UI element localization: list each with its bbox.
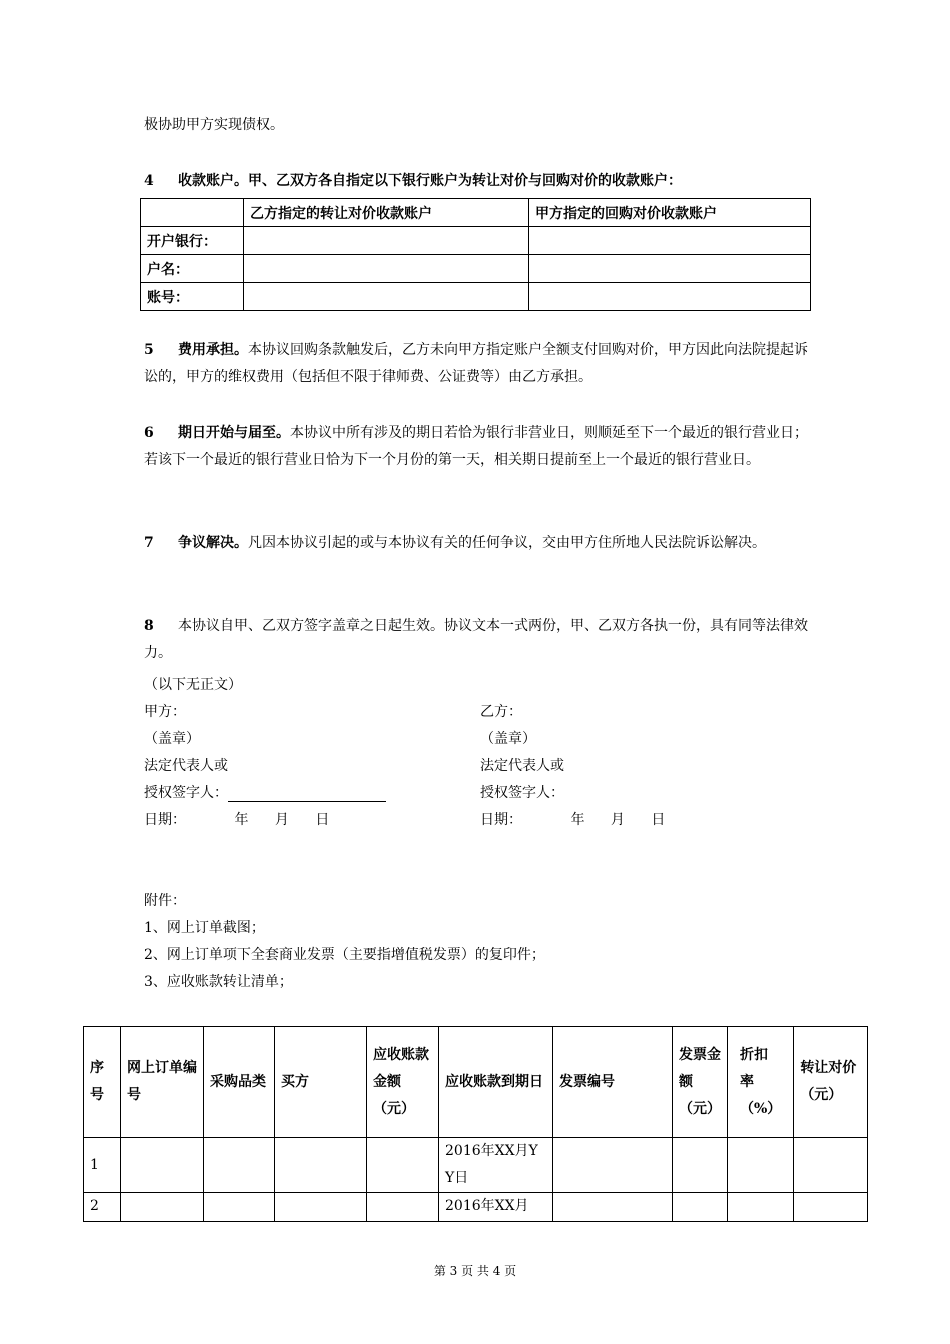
- date-year: 年: [234, 812, 249, 828]
- table-cell: [794, 1193, 868, 1222]
- clause-number: 5: [144, 342, 154, 358]
- date-month: 月: [274, 812, 289, 828]
- header-invoice-amount: 发票金额（元）: [673, 1027, 728, 1138]
- clause-5-text: 本协议回购条款触发后，乙方未向甲方指定账户全额支付回购对价，甲方因此向法院提起诉讼的，甲方的维权费用（包括但不限于律师费、公证费等）由乙方承担。: [144, 342, 808, 385]
- table-header-cell: 乙方指定的转让对价收款账户: [244, 199, 529, 227]
- table-cell: [244, 283, 529, 311]
- row-label-account-name: 户名：: [141, 255, 244, 283]
- table-cell: [121, 1138, 204, 1193]
- clause-number: 7: [144, 535, 154, 551]
- date-year: 年: [570, 812, 585, 828]
- table-cell: [244, 227, 529, 255]
- table-cell: [529, 283, 811, 311]
- row-seq: 2: [84, 1193, 121, 1222]
- party-a-date: [144, 809, 329, 829]
- clause-8-text: 本协议自甲、乙双方签字盖章之日起生效。协议文本一式两份，甲、乙双方各执一份，具有同等法律效力。: [144, 618, 808, 661]
- no-more-text: （以下无正文）: [144, 677, 242, 693]
- table-cell: [367, 1193, 439, 1222]
- table-header-cell: 甲方指定的回购对价收款账户: [529, 199, 811, 227]
- clause-4-title: 收款账户。甲、乙双方各自指定以下银行账户为转让对价与回购对价的收款账户：: [178, 173, 682, 189]
- row-due-date: 2016年XX月: [439, 1193, 553, 1222]
- account-table: [140, 198, 811, 311]
- date-day: 日: [315, 812, 330, 828]
- date-month: 月: [610, 812, 625, 828]
- party-a-rep: 法定代表人或: [144, 758, 228, 774]
- table-cell: [673, 1193, 728, 1222]
- header-category: 采购品类: [204, 1027, 275, 1138]
- party-a-signer-label: 授权签字人：: [144, 785, 228, 801]
- party-b-seal: （盖章）: [480, 731, 536, 747]
- row-due-date: 2016年XX月YY日: [439, 1138, 553, 1193]
- continuation-text: 极协助甲方实现债权。: [144, 117, 284, 133]
- party-b-date: [480, 809, 665, 829]
- table-cell: [121, 1193, 204, 1222]
- clause-7: [144, 530, 814, 557]
- row-seq: 1: [84, 1138, 121, 1193]
- row-label-account-number: 账号：: [141, 283, 244, 311]
- clause-number: 6: [144, 425, 154, 441]
- table-cell: [204, 1193, 275, 1222]
- table-cell: [244, 255, 529, 283]
- party-b-name: 乙方：: [480, 704, 522, 720]
- party-a-seal: （盖章）: [144, 731, 200, 747]
- clause-7-text: 凡因本协议引起的或与本协议有关的任何争议，交由甲方住所地人民法院诉讼解决。: [248, 535, 766, 551]
- party-b-signer: 授权签字人：: [480, 785, 564, 801]
- header-seq: 序号: [84, 1027, 121, 1138]
- party-a-signer: [144, 782, 386, 802]
- header-order-no: 网上订单编号: [121, 1027, 204, 1138]
- clause-8: [144, 613, 814, 667]
- row-label-bank: 开户银行：: [141, 227, 244, 255]
- table-row: [84, 1193, 868, 1222]
- table-cell: [794, 1138, 868, 1193]
- table-row: [141, 283, 811, 311]
- date-label: 日期：: [480, 812, 522, 828]
- clause-7-title: 争议解决。: [178, 535, 248, 551]
- table-cell: [529, 255, 811, 283]
- table-cell: [673, 1138, 728, 1193]
- attachments-title: 附件：: [144, 893, 186, 909]
- attachment-item: 1、网上订单截图；: [144, 920, 265, 936]
- table-row: [141, 199, 811, 227]
- clause-6-title: 期日开始与届至。: [178, 425, 290, 441]
- header-discount-rate: 折扣率（%）: [728, 1027, 794, 1138]
- date-day: 日: [651, 812, 666, 828]
- clause-6: [144, 420, 814, 474]
- date-label: 日期：: [144, 812, 186, 828]
- table-cell: [728, 1193, 794, 1222]
- clause-5-title: 费用承担。: [178, 342, 248, 358]
- header-invoice-no: 发票编号: [553, 1027, 673, 1138]
- table-cell: [529, 227, 811, 255]
- table-row: [141, 227, 811, 255]
- clause-number: 4: [144, 173, 154, 189]
- table-cell: [204, 1138, 275, 1193]
- table-header-row: [84, 1027, 868, 1138]
- table-cell: [275, 1193, 367, 1222]
- table-cell: [367, 1138, 439, 1193]
- header-buyer: 买方: [275, 1027, 367, 1138]
- page-footer: 第 3 页 共 4 页: [433, 1264, 517, 1278]
- table-cell: [275, 1138, 367, 1193]
- attachment-item: 3、应收账款转让清单；: [144, 974, 293, 990]
- signature-line: [228, 787, 386, 802]
- attachment-item: 2、网上订单项下全套商业发票（主要指增值税发票）的复印件；: [144, 947, 545, 963]
- table-row: [141, 255, 811, 283]
- clause-6-text: 本协议中所有涉及的期日若恰为银行非营业日，则顺延至下一个最近的银行营业日；若该下一个最近的银行营业日恰为下一个月份的第一天，相关期日提前至上一个最近的银行营业日。: [144, 425, 808, 468]
- table-row: [84, 1138, 868, 1193]
- header-due-date: 应收账款到期日: [439, 1027, 553, 1138]
- party-b-rep: 法定代表人或: [480, 758, 564, 774]
- header-transfer-price: 转让对价（元）: [794, 1027, 868, 1138]
- clause-5: [144, 337, 814, 391]
- party-a-name: 甲方：: [144, 704, 186, 720]
- clause-4: [144, 170, 682, 190]
- header-receivable-amount: 应收账款金额（元）: [367, 1027, 439, 1138]
- table-cell: [553, 1193, 673, 1222]
- table-cell: [141, 199, 244, 227]
- clause-number: 8: [144, 618, 154, 634]
- table-cell: [728, 1138, 794, 1193]
- table-cell: [553, 1138, 673, 1193]
- receivables-table: [83, 1026, 868, 1222]
